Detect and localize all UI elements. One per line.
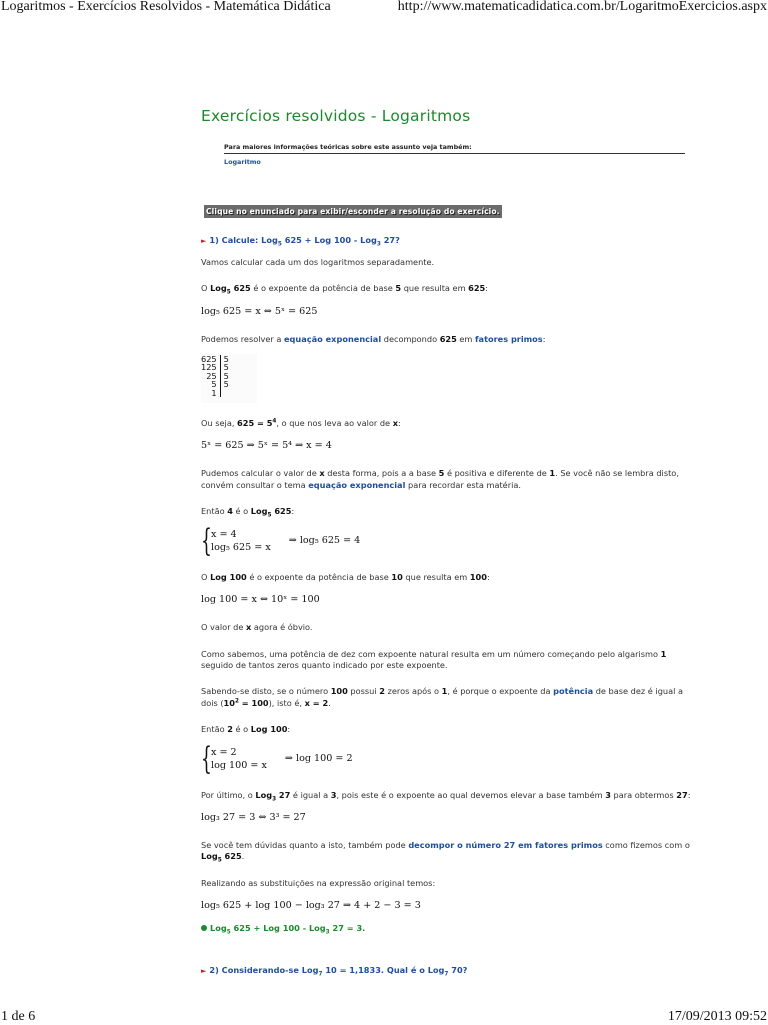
factor-dividend: 125 <box>201 362 217 373</box>
print-header <box>0 0 768 17</box>
info-box <box>224 143 695 167</box>
factor-divisor: 5 <box>223 370 229 381</box>
info-label: Para maiores informações teóricas sobre este assunto veja também: <box>224 143 472 151</box>
factor-dividend: 5 <box>211 379 217 390</box>
paragraph: Pudemos calcular o valor de x desta forma, pois a a base 5 é positiva e diferente de 1. Se você não se lembra disto, convém consultar o tema equação exponencial para recordar esta matéria. <box>201 468 679 490</box>
factor-divisor: 5 <box>223 354 229 365</box>
paragraph: Por último, o Log$_3$ 27 é igual a 3, pois este é o expoente ao qual devemos elevar a base também 3 para obtermos 27: <box>201 789 691 803</box>
prime-factorization-table <box>201 354 695 403</box>
system-1: { x = 4 log₅ 625 = x ⇒ log₅ 625 = 4 <box>201 522 361 559</box>
info-link-logaritmo[interactable]: Logaritmo <box>224 158 261 166</box>
info-divider <box>224 153 685 154</box>
red-arrow-icon: ► <box>201 237 207 246</box>
print-footer-datetime: 17/09/2013 09:52 <box>667 1009 767 1024</box>
paragraph: O valor de x agora é óbvio. <box>201 622 313 633</box>
paragraph: Como sabemos, uma potência de dez com expoente natural resulta em um número começando pelo algarismo 1 seguido de tantos zeros quanto indicado por este expoente. <box>201 648 667 670</box>
brace-symbol: { <box>201 740 212 777</box>
paragraph: Então 4 é o Log$_5$ 625: <box>201 506 295 519</box>
factor-divisors <box>221 355 229 397</box>
paragraph: Ou seja, $625 = 5^4$, o que nos leva ao valor de x: <box>201 418 401 429</box>
paragraph: Vamos calcular cada um dos logaritmos separadamente. <box>201 256 435 267</box>
hint-banner: Clique no enunciado para exibir/esconder a resolução do exercício. <box>204 205 502 218</box>
factor-dividends <box>201 355 221 397</box>
equation-5: log₅ 625 + log 100 − log₃ 27 ⇒ 4 + 2 − 3 = 3 <box>201 900 421 912</box>
red-arrow-icon: ► <box>201 966 207 975</box>
brace-symbol: { <box>201 522 212 559</box>
page-title: Exercícios resolvidos - Logaritmos <box>201 107 471 125</box>
hint-row <box>204 205 695 218</box>
paragraph: Realizando as substituições na expressão original temos: <box>201 877 436 888</box>
link-potencia[interactable]: potência <box>553 686 594 697</box>
link-equacao-exponencial-2[interactable]: equação exponencial <box>308 479 406 490</box>
exercise-2-heading[interactable]: ► 2) Considerando-se Log$_7$ 10 = 1,1833. Qual é o Log$_7$ 70? <box>201 964 468 978</box>
paragraph: Se você tem dúvidas quanto a isto, também pode decompor o número 27 em fatores primos como fizemos com o Log$_5$ 625. <box>201 839 690 864</box>
paragraph: Podemos resolver a equação exponencial decompondo 625 em fatores primos: <box>201 333 546 344</box>
print-header-title: Logaritmos - Exercícios Resolvidos - Matemática Didática <box>1 0 331 14</box>
link-fatores-primos[interactable]: fatores primos <box>475 333 543 344</box>
factor-divisor: 5 <box>223 362 229 373</box>
exercise-1-result: Log$_5$ 625 + Log 100 - Log$_3$ 27 = 3. <box>201 923 695 934</box>
system-2: { x = 2 log 100 = x ⇒ log 100 = 2 <box>201 740 353 777</box>
paragraph: O Log 100 é o expoente da potência de base 10 que resulta em 100: <box>201 571 490 582</box>
print-header-url: http://www.matematicadidatica.com.br/LogaritmoExercicios.aspx <box>397 0 767 14</box>
green-dot-icon <box>201 925 207 931</box>
factor-dividend: 625 <box>201 354 217 365</box>
main-content <box>201 106 695 977</box>
factor-divisor: 5 <box>223 379 229 390</box>
equation-1: log₅ 625 = x ⇔ 5ˣ = 625 <box>201 305 318 317</box>
factor-dividend: 1 <box>211 387 217 398</box>
paragraph: O Log$_5$ 625 é o expoente da potência de base 5 que resulta em 625: <box>201 283 489 296</box>
equation-2: 5ˣ = 625 ⇒ 5ˣ = 5⁴ ⇒ x = 4 <box>201 440 332 452</box>
exercise-1-heading[interactable]: ► 1) Calcule: Log$_5$ 625 + Log 100 - Log$_3$ 27? <box>201 235 400 249</box>
link-equacao-exponencial[interactable]: equação exponencial <box>284 333 382 344</box>
paragraph: Então 2 é o Log 100: <box>201 724 291 735</box>
equation-4: log₃ 27 = 3 ⇔ 3³ = 27 <box>201 811 306 823</box>
equation-3: log 100 = x ⇔ 10ˣ = 100 <box>201 594 320 606</box>
print-footer-page: 1 de 6 <box>1 1009 36 1024</box>
print-footer <box>0 1009 768 1025</box>
factor-dividend: 25 <box>206 370 217 381</box>
link-decompor-27[interactable]: decompor o número 27 em fatores primos <box>408 839 603 850</box>
paragraph: Sabendo-se disto, se o número 100 possui 2 zeros após o 1, é porque o expoente da potência de base dez é igual a dois $(10^2 = 100)$, isto é, x = 2. <box>201 686 684 708</box>
